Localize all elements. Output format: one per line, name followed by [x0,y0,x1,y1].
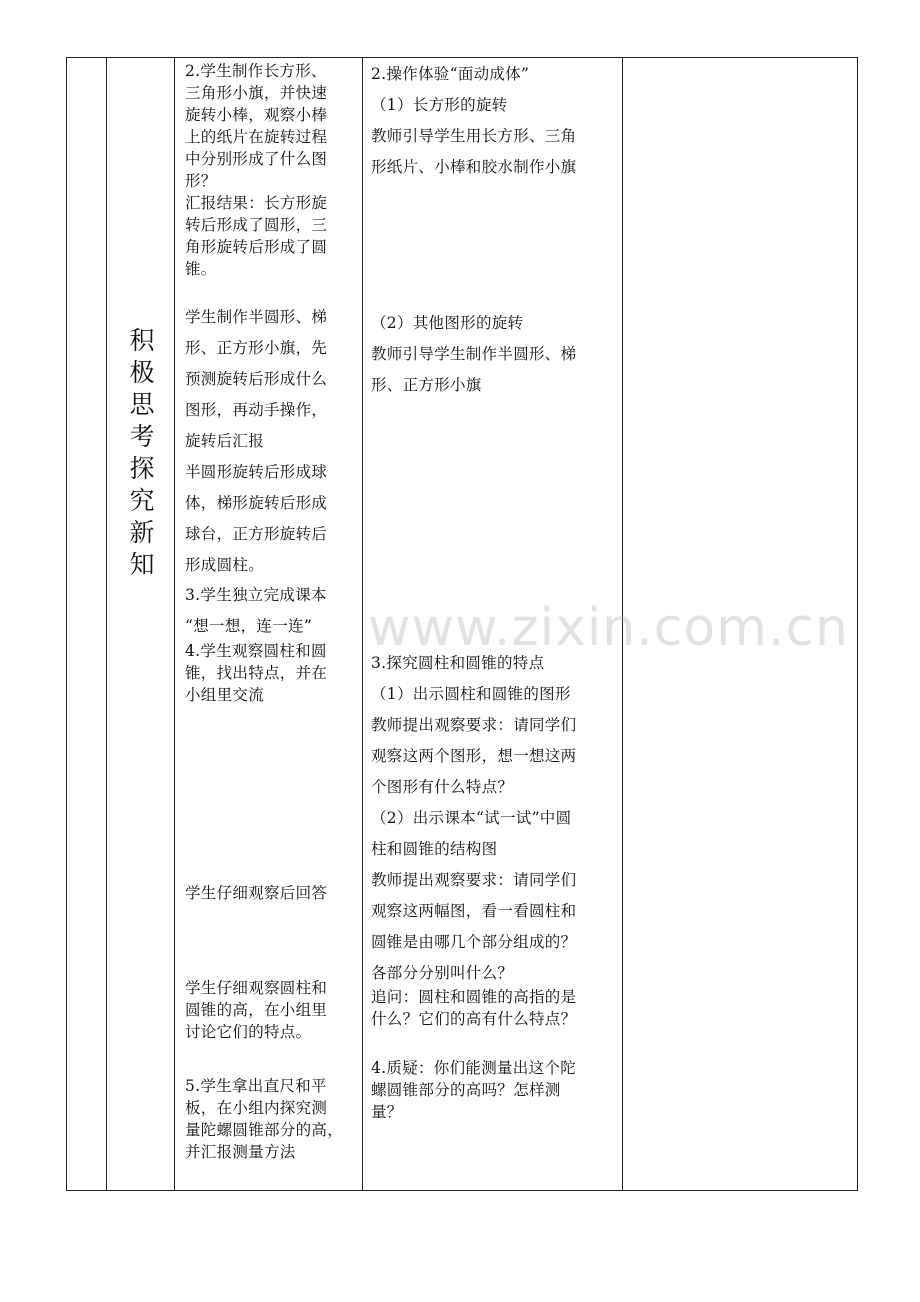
student-activity-1: 2.学生制作长方形、 三角形小旗，并快速 旋转小棒，观察小棒 上的纸片在旋转过程 中分别形成了什么图 形？ 汇报结果：长方形旋 转后形成了圆形，三 角形旋转后形成了圆 锥。 [185,62,328,278]
teacher-activity-4: 追问：圆柱和圆锥的高指的是 什么？它们的高有什么特点？ [371,988,577,1028]
teacher-activity-2: （2）其他图形的旋转 教师引导学生制作半圆形、梯 形、正方形小旗 [371,314,577,394]
column-divider [106,57,107,1191]
student-activity-3: 3.学生独立完成课本 “想一想，连一连” [185,586,327,635]
stage-label: 积 极 思 考 探 究 新 知 [129,326,155,579]
student-activity-2: 学生制作半圆形、梯 形、正方形小旗，先 预测旋转后形成什么 图形，再动手操作， 旋转后汇报 半圆形旋转后形成球 体，梯形旋转后形成 球台，正方形旋转后 形成圆柱。 [185,308,328,574]
teacher-activity-1: 2.操作体验“面动成体” （1）长方形的旋转 教师引导学生用长方形、三角 形纸片、小棒和胶水制作小旗 [371,65,577,176]
teacher-activity-5: 4.质疑：你们能测量出这个陀 螺圆锥部分的高吗？怎样测 量？ [371,1059,576,1121]
student-activity-4: 4.学生观察圆柱和圆 锥，找出特点，并在 小组里交流 [185,642,328,704]
column-divider [174,57,175,1191]
student-activity-5: 学生仔细观察后回答 [185,884,328,902]
student-activity-7: 5.学生拿出直尺和平 板，在小组内探究测 量陀螺圆锥部分的高， 并汇报测量方法 [185,1077,344,1161]
teacher-activity-3: 3.探究圆柱和圆锥的特点 （1）出示圆柱和圆锥的图形 教师提出观察要求：请同学们 观察这两个图形，想一想这两 个图形有什么特点？ （2）出示课本“试一试”中圆 柱和圆锥的结构图 教师提出观察要求：请同学们 观察这两幅图，看一看圆柱和 圆锥是由哪几个部分组成的？ 各部分分别叫什么？ [371,654,577,982]
watermark: www.zixin.com.cn [368,598,849,658]
student-activity-6: 学生仔细观察圆柱和 圆锥的高，在小组里 讨论它们的特点。 [185,979,328,1041]
column-divider [362,57,363,1191]
